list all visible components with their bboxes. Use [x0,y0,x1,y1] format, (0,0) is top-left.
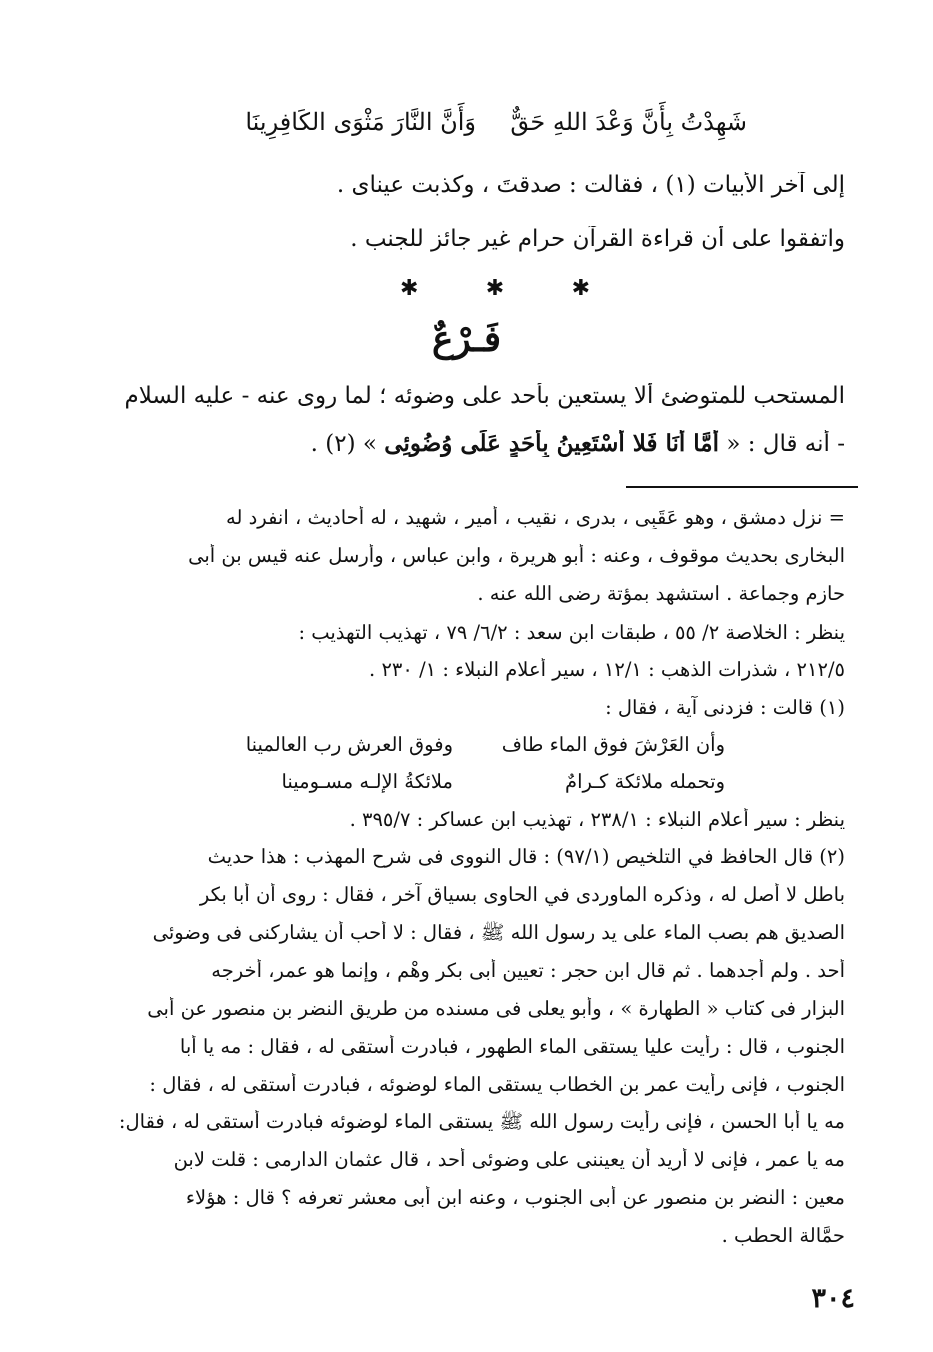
footnote-verse-right-hemistich: وتحمله ملائكة كـرامٌ [565,770,725,793]
section-heading: فَـرْعٌ [431,318,502,360]
star-icon: ✱ [485,276,505,301]
quote-prefix: - أنه قال : « [719,431,845,457]
footnote-line: البخارى بحديث موقوف ، وعنه : أبو هريرة ، وابن عباس ، وأرسل عنه قيس بن أبى [188,544,845,567]
main-text-line: واتفقوا على أن قراءة القرآن حرام غير جائز للجنب . [350,226,845,252]
footnote-line: البزار فى كتاب « الطهارة » ، وأبو يعلى فى مسنده من طريق النضر بن منصور عن أبى [147,997,845,1020]
footnote-line: مه يا أبا الحسن ، فإنى رأيت رسول الله ﷺ يستقى الماء لوضوئه فبادرت أستقى له ، فقال: [118,1110,845,1133]
footnote-line: الجنوب ، فإنى رأيت عمر بن الخطاب يستقى الماء لوضوئه ، فبادرت أستقى له ، فقال : [149,1073,845,1096]
footnote-line: ينظر : الخلاصة ٢/ ٥٥ ، طبقات ابن سعد : ٦/٢/ ٧٩ ، تهذيب التهذيب : [298,621,845,644]
footnote-line: ينظر : سير أعلام النبلاء : ٢٣٨/١ ، تهذيب ابن عساكر : ٣٩٥/٧ . [349,808,845,831]
footnote-line: باطل لا أصل له ، وذكره الماوردى في الحاوى بسياق آخر ، فقال : روى أن أبا بكر [199,883,845,906]
footnote-line: الجنوب ، قال : رأيت عليا يستقى الماء الطهور ، فبادرت أستقى له ، فقال : مه يا أبا [179,1035,845,1058]
quote-suffix: » (٢) . [310,431,385,457]
footnote-line: الصديق هم بصب الماء على يد رسول الله ﷺ ، فقال : لا أحب أن يشاركنى فى وضوئى [152,921,845,944]
hadith-quote: أَمَّا أَنَا فَلا أَسْتَعِينُ بِأَحَدٍ عَلَى وُضُوئِى [384,430,720,457]
footnote-line: مه يا عمر ، فإنى لا أريد أن يعيننى على وضوئى أحد ، قال عثمان الدارمى : قلت لابن [173,1148,845,1171]
poem-verse-right-hemistich: شَهِدْتُ بِأَنَّ وَعْدَ اللهِ حَقٌّ [510,108,747,136]
section-divider-ornament [400,276,590,301]
footnote-line: = نزل دمشق ، وهو عَقَبِى ، بدرى ، نقيب ، أمير ، شهيد ، له أحاديث ، انفرد له [226,506,845,529]
poem-verse-left-hemistich: وَأَنَّ النَّارَ مَثْوَى الكَافِرِينَا [245,108,476,136]
footnote-verse-left-hemistich: وفوق العرش رب العالمينا [245,733,453,756]
main-text-line: إلى آخر الأبيات (١) ، فقالت : صدقتَ ، وكذبت عيناى . [336,172,845,198]
section-text-line: المستحب للمتوضئ ألا يستعين بأحد على وضوئه ؛ لما روى عنه - عليه السلام [124,383,845,409]
section-text-line [88,430,845,457]
footnote-line: أحد . ولم أجدهما . ثم قال ابن حجر : تعيين أبى بكر وهْم ، وإنما هو عمر، أخرجه [211,959,845,982]
footnote-line: حازم وجماعة . استشهد بمؤتة رضى الله عنه . [477,582,845,605]
footnote-line: (٢) قال الحافظ في التلخيص (٩٧/١) : قال النووى فى شرح المهذب : هذا حديث [207,845,845,868]
footnote-line: معين : النضر بن منصور عن أبى الجنوب ، وعنه ابن أبى معشر تعرفه ؟ قال : هؤلاء [185,1186,845,1209]
footnote-verse-left-hemistich: ملائكةُ الإلـه مسـومينا [281,770,453,793]
star-icon: ✱ [400,276,419,301]
footnote-line: ٢١٢/٥ ، شذرات الذهب : ١٢/١ ، سير أعلام النبلاء : ١/ ٢٣٠ . [369,658,845,681]
page-number: ٣٠٤ [811,1283,855,1314]
footnote-separator [626,486,858,488]
star-icon: ✱ [571,276,590,301]
footnote-line: (١) قالت : فزدنى آية ، فقال : [605,696,845,719]
footnote-line: حمَّالة الحطب . [721,1224,845,1247]
footnote-verse-right-hemistich: وأن العَرْشَ فوق الماء طاف [501,733,725,756]
